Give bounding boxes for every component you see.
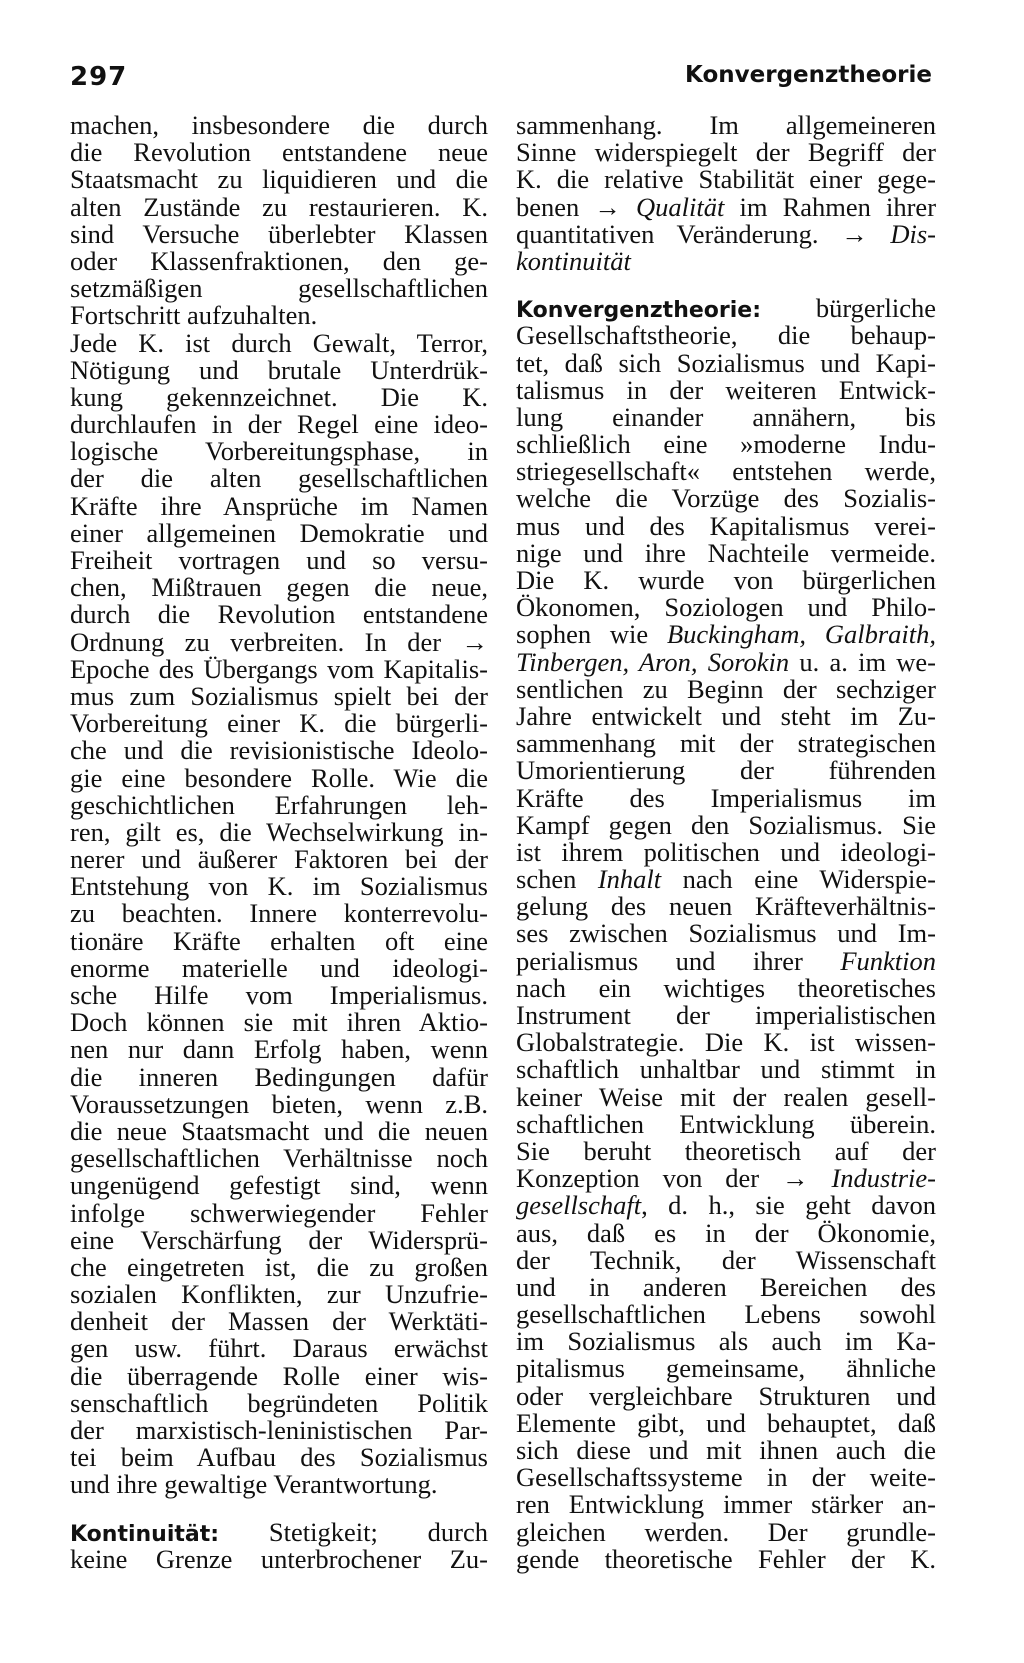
text-line xyxy=(516,218,936,249)
text-line: sich diese und mit ihnen auch die xyxy=(516,1435,936,1465)
entry-text: quantitativen Veränderung. → xyxy=(516,218,868,249)
text-line xyxy=(70,1516,489,1547)
text-line: nige und ihre Nachteile vermeide. xyxy=(516,537,936,568)
text-line: Staatsmacht zu liquidieren und die xyxy=(70,164,488,195)
text-line: oder vergleichbare Strukturen und xyxy=(516,1380,936,1411)
text-line: schließlich eine »moderne Indu- xyxy=(516,429,936,460)
text-line: Gesellschaftssysteme in der weite- xyxy=(516,1462,936,1493)
text-line: ses zwischen Sozialismus und Im- xyxy=(516,918,936,949)
headword-konvergenztheorie: Konvergenztheorie: xyxy=(516,298,762,324)
text-line xyxy=(516,621,936,648)
entry-text-block xyxy=(516,893,936,947)
text-line: tet, daß sich Sozialismus und Kapi- xyxy=(516,347,936,378)
left-column-text xyxy=(70,112,488,1499)
text-line xyxy=(516,191,937,222)
right-column xyxy=(516,112,936,1573)
cross-reference-industriegesellschaft[interactable]: Industrie- xyxy=(831,1163,936,1194)
text-line: sche Hilfe vom Imperialismus. xyxy=(70,980,488,1010)
text-line: Elemente gibt, und behauptet, daß xyxy=(516,1407,936,1438)
entry-kontinuitaet xyxy=(70,1516,489,1574)
cross-reference-diskontinuitaet[interactable]: Dis- xyxy=(890,218,936,249)
text-line: enorme materielle und ideologi- xyxy=(70,952,488,983)
text-line: sentlichen zu Beginn der sechziger xyxy=(516,673,936,704)
text-line: kung gekennzeichnet. Die K. xyxy=(70,381,488,412)
page-number: 297 xyxy=(70,62,128,92)
text-line: mus zum Sozialismus spielt bei der xyxy=(70,680,488,711)
text-line: gen usw. führt. Daraus erwächst xyxy=(70,1333,488,1364)
entry-text: sophen wie xyxy=(516,619,649,650)
entry-gap xyxy=(516,275,936,295)
text-line: der die alten gesellschaftlichen xyxy=(70,463,488,494)
text-line: keine Grenze unterbrochener Zu- xyxy=(70,1543,488,1574)
cross-reference-diskontinuitaet-cont[interactable]: kontinuität xyxy=(516,245,631,276)
text-line: nen nur dann Erfolg haben, wenn xyxy=(70,1034,488,1065)
entry-text-block xyxy=(516,673,936,867)
text-line: tionäre Kräfte erhalten oft eine xyxy=(70,925,488,956)
text-line: Instrument der imperialistischen xyxy=(516,1000,936,1030)
text-line: geschichtlichen Erfahrungen leh- xyxy=(70,789,488,820)
entry-text: benen → xyxy=(516,191,621,222)
text-line: durch die Revolution entstandene xyxy=(70,599,488,630)
entry-text: bürgerliche xyxy=(815,293,936,324)
text-line xyxy=(516,945,936,976)
names-italic: Buckingham, Galbraith, xyxy=(666,619,937,650)
text-line xyxy=(516,1165,936,1192)
cross-reference-industriegesellschaft-cont[interactable]: gesellschaft xyxy=(516,1190,642,1221)
text-line: gesellschaftlichen Verhältnisse noch xyxy=(70,1143,488,1174)
text-line: lung einander annähern, bis xyxy=(516,401,936,432)
text-line: sammenhang mit der strategischen xyxy=(516,728,936,759)
text-line: logische Vorbereitungsphase, in xyxy=(70,436,488,467)
text-line: Die K. wurde von bürgerlichen xyxy=(516,565,936,595)
text-line: der Technik, der Wissenschaft xyxy=(516,1244,936,1275)
text-line: Umorientierung der führenden xyxy=(516,755,936,786)
text-line: die neue Staatsmacht und die neuen xyxy=(70,1115,488,1146)
text-line: alten Zustände zu restaurieren. K. xyxy=(70,191,488,222)
text-line: eine Verschärfung der Widersprü- xyxy=(70,1224,488,1255)
entry-text: Stetigkeit; durch xyxy=(268,1516,489,1547)
text-line: gesellschaftlichen Lebens sowohl xyxy=(516,1299,936,1330)
text-line: ren Entwicklung immer stärker an- xyxy=(516,1489,936,1520)
text-line: pitalismus gemeinsame, ähnliche xyxy=(516,1353,936,1384)
text-line: zu beachten. Innere konterrevolu- xyxy=(70,898,488,929)
entry-text-block xyxy=(516,1217,936,1574)
text-line: gleichen werden. Der grundle- xyxy=(516,1516,936,1547)
cross-reference-funktion[interactable]: Funktion xyxy=(840,945,936,976)
text-line: die überragende Rolle einer wis- xyxy=(70,1360,488,1391)
text-line xyxy=(516,245,936,276)
text-line: K. die relative Stabilität einer gege- xyxy=(516,164,936,195)
text-line: Sie beruht theoretisch auf der xyxy=(516,1135,936,1166)
text-line: Entstehung von K. im Sozialismus xyxy=(70,871,488,902)
text-line: oder Klassenfraktionen, den ge- xyxy=(70,245,488,276)
text-line xyxy=(516,1192,936,1219)
text-line: die Revolution entstandene neue xyxy=(70,137,488,168)
text-line: Epoche des Übergangs vom Kapitalis- xyxy=(70,653,488,684)
text-line: sind Versuche überlebter Klassen xyxy=(70,218,488,249)
text-line: ungenügend gefestigt sind, wenn xyxy=(70,1170,488,1201)
text-line: chen, Mißtrauen gegen die neue, xyxy=(70,572,488,603)
text-line: durchlaufen in der Regel eine ideo- xyxy=(70,409,488,440)
text-line: Ökonomen, Soziologen und Philo- xyxy=(516,592,936,623)
text-line: Doch können sie mit ihren Aktio- xyxy=(70,1007,488,1038)
running-head: Konvergenztheorie xyxy=(685,62,932,88)
text-line: der marxistisch-leninistischen Par- xyxy=(70,1415,488,1445)
entry-text: perialismus und ihrer xyxy=(516,945,803,976)
text-line: ren, gilt es, die Wechselwirkung in- xyxy=(70,816,488,847)
text-line: die inneren Bedingungen dafür xyxy=(70,1061,488,1092)
entry-text-block xyxy=(516,972,936,1166)
text-line: Jahre entwickelt und steht im Zu- xyxy=(516,700,936,731)
entry-text: Konzeption von der → xyxy=(516,1163,809,1194)
text-line: Kampf gegen den Sozialismus. Sie xyxy=(516,809,936,840)
text-line: Sinne widerspiegelt der Begriff der xyxy=(516,137,936,168)
text-line: nach ein wichtiges theoretisches xyxy=(516,972,936,1003)
text-line: setzmäßigen gesellschaftlichen xyxy=(70,273,488,304)
text-line: aus, daß es in der Ökonomie, xyxy=(516,1217,936,1248)
text-line: Vorbereitung einer K. die bürgerli- xyxy=(70,708,488,739)
text-line: sozialen Konflikten, zur Unzufrie- xyxy=(70,1279,488,1310)
entry-text: schen xyxy=(516,864,577,895)
text-line xyxy=(516,866,936,893)
text-line: und ihre gewaltige Verantwortung. xyxy=(70,1469,438,1500)
text-line: Freiheit vortragen und so versu- xyxy=(70,545,488,575)
text-line: talismus in der weiteren Entwick- xyxy=(516,374,936,405)
kontinuitaet-continuation xyxy=(516,112,936,194)
entry-gap xyxy=(70,1499,488,1519)
page-header xyxy=(70,58,932,98)
text-line: denheit der Massen der Werktäti- xyxy=(70,1306,488,1337)
text-line: Voraussetzungen bieten, wenn z.B. xyxy=(70,1088,488,1119)
text-line: schaftlich unhaltbar und stimmt in xyxy=(516,1054,936,1085)
text-line: striegesellschaft« entstehen werde, xyxy=(516,456,936,487)
text-line: sammenhang. Im allgemeineren xyxy=(516,110,936,140)
entry-text: nach eine Widerspie- xyxy=(682,864,936,895)
text-line: Nötigung und brutale Unterdrük- xyxy=(70,354,488,385)
entry-text: , d. h., sie geht davon xyxy=(641,1190,936,1221)
text-line: Kräfte des Imperialismus im xyxy=(516,782,936,813)
text-line: ist ihrem politischen und ideologi- xyxy=(516,836,936,867)
text-line: gie eine besondere Rolle. Wie die xyxy=(70,762,488,793)
text-line: welche die Vorzüge des Sozialis- xyxy=(516,483,936,514)
text-line: einer allgemeinen Demokratie und xyxy=(70,517,488,548)
text-line: gende theoretische Fehler der K. xyxy=(516,1543,936,1574)
text-line: Ordnung zu verbreiten. In der → xyxy=(70,626,488,657)
entry-text: u. a. im we- xyxy=(799,646,937,677)
entry-text-block xyxy=(516,322,936,621)
entry-text: im Rahmen ihrer xyxy=(739,191,937,222)
entry-konvergenztheorie xyxy=(516,295,936,1573)
text-line: nerer und äußerer Faktoren bei der xyxy=(70,844,488,875)
text-line: Kräfte ihre Ansprüche im Namen xyxy=(70,490,488,521)
text-line: und in anderen Bereichen des xyxy=(516,1271,936,1302)
text-line: gelung des neuen Kräfteverhältnis- xyxy=(516,891,936,922)
text-line: mus und des Kapitalismus verei- xyxy=(516,510,936,541)
text-line: keiner Weise mit der realen gesell- xyxy=(516,1081,936,1112)
text-line: machen, insbesondere die durch xyxy=(70,110,488,140)
names-italic: Tinbergen, Aron, Sorokin xyxy=(516,646,790,677)
text-line: Globalstrategie. Die K. ist wissen- xyxy=(516,1027,936,1058)
text-line: che eingetreten ist, die zu großen xyxy=(70,1251,488,1282)
text-line: infolge schwerwiegender Fehler xyxy=(70,1197,488,1228)
text-line: senschaftlich begründeten Politik xyxy=(70,1387,488,1418)
text-line: im Sozialismus als auch im Ka- xyxy=(516,1326,936,1357)
left-column xyxy=(70,112,488,1573)
text-line: Jede K. ist durch Gewalt, Terror, xyxy=(70,327,488,358)
text-line: tei beim Aufbau des Sozialismus xyxy=(70,1442,488,1473)
text-line: Gesellschaftstheorie, die behaup- xyxy=(516,320,936,351)
text-line: che und die revisionistische Ideolo- xyxy=(70,735,488,766)
text-line: Fortschritt aufzuhalten. xyxy=(70,300,318,331)
cross-reference-inhalt[interactable]: Inhalt xyxy=(597,864,662,895)
text-line: schaftlichen Entwicklung überein. xyxy=(516,1108,936,1139)
headword-kontinuitaet: Kontinuität: xyxy=(70,1521,220,1547)
cross-reference-qualitaet[interactable]: Qualität xyxy=(636,191,725,222)
text-line xyxy=(516,646,937,677)
text-line xyxy=(516,295,936,322)
